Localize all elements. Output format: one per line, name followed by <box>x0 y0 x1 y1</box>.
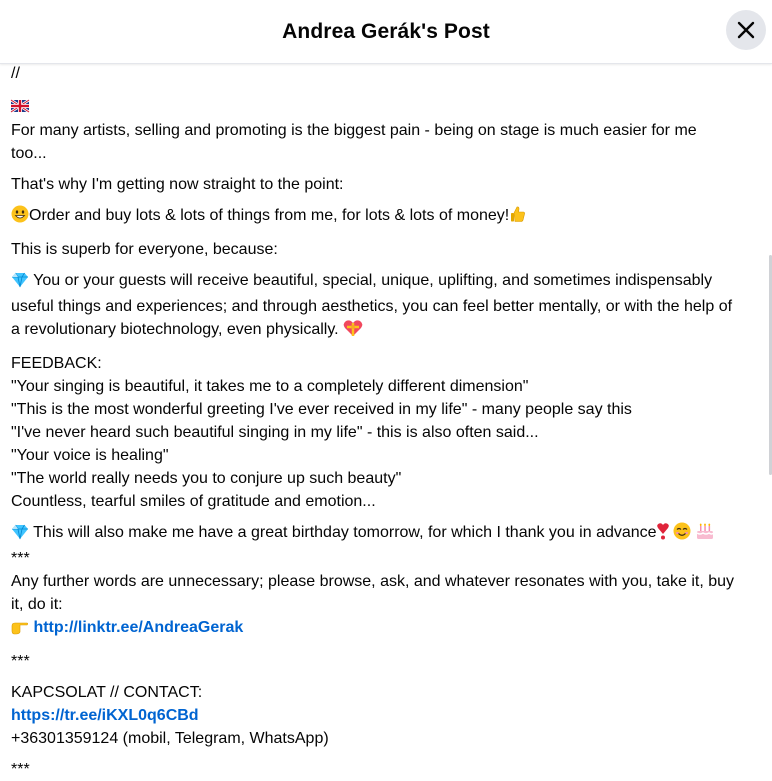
post-text-line: That's why I'm getting now straight to the point: <box>11 176 344 193</box>
feedback-quote: "The world really needs you to conjure up such beauty" <box>11 470 402 487</box>
linktree-line <box>11 616 771 642</box>
dialog-title: Andrea Gerák's Post <box>282 19 490 43</box>
gem-icon <box>11 524 29 547</box>
guests-line-1 <box>11 269 771 295</box>
phone-number: +36301359124 (mobil, Telegram, WhatsApp) <box>11 730 329 747</box>
separator-text: *** <box>11 653 30 670</box>
thumbs-up-icon <box>509 205 527 230</box>
gem-icon <box>11 272 29 295</box>
birthday-line <box>11 521 771 547</box>
feedback-quote: Countless, tearful smiles of gratitude and emotion... <box>11 493 376 510</box>
grinning-face-icon <box>11 205 29 230</box>
uk-flag-icon <box>11 96 29 119</box>
post-body <box>11 62 771 781</box>
heart-exclamation-icon <box>657 522 669 547</box>
post-text-line: a revolutionary biotechnology, even physically. <box>11 321 339 338</box>
post-text-line: This is superb for everyone, because: <box>11 241 278 258</box>
contact-heading: KAPCSOLAT // CONTACT: <box>11 684 203 701</box>
separator-text: *** <box>11 550 30 567</box>
post-text-line: Order and buy lots & lots of things from me, for lots & lots of money! <box>29 207 510 224</box>
heart-with-ribbon-icon <box>343 319 363 344</box>
feedback-quote: "Your singing is beautiful, it takes me to a completely different dimension" <box>11 378 529 395</box>
contact-link-line <box>11 704 771 727</box>
feedback-quote: "I've never heard such beautiful singing in my life" - this is also often said... <box>11 424 539 441</box>
guests-line-3 <box>11 318 771 344</box>
flag-line <box>11 93 771 119</box>
close-icon <box>736 20 756 40</box>
separator-text: *** <box>11 761 30 778</box>
pointing-right-icon <box>11 619 29 642</box>
post-text-line: Any further words are unnecessary; please browse, ask, and whatever resonates with you, take it, buy <box>11 573 735 590</box>
smiling-face-icon <box>673 522 691 547</box>
order-line <box>11 204 771 230</box>
feedback-quote: "Your voice is healing" <box>11 447 169 464</box>
linktree-link[interactable]: http://linktr.ee/AndreaGerak <box>33 619 244 636</box>
post-text-line: This will also make me have a great birthday tomorrow, for which I thank you in advance <box>33 524 657 541</box>
post-text-line: For many artists, selling and promoting is the biggest pain - being on stage is much easier for me <box>11 122 697 139</box>
dialog-header <box>0 0 772 64</box>
post-text-line: it, do it: <box>11 596 63 613</box>
post-text-line: // <box>11 65 20 82</box>
post-text-line: too... <box>11 145 47 162</box>
birthday-cake-icon <box>695 522 715 547</box>
feedback-heading: FEEDBACK: <box>11 355 102 372</box>
post-text-line: You or your guests will receive beautiful, special, unique, uplifting, and sometimes indispensably <box>33 272 713 289</box>
close-button[interactable] <box>726 10 766 50</box>
contact-link[interactable]: https://tr.ee/iKXL0q6CBd <box>11 707 199 724</box>
post-text-line: useful things and experiences; and through aesthetics, you can feel better mentally, or with the help of <box>11 298 733 315</box>
feedback-quote: "This is the most wonderful greeting I've ever received in my life" - many people say this <box>11 401 632 418</box>
